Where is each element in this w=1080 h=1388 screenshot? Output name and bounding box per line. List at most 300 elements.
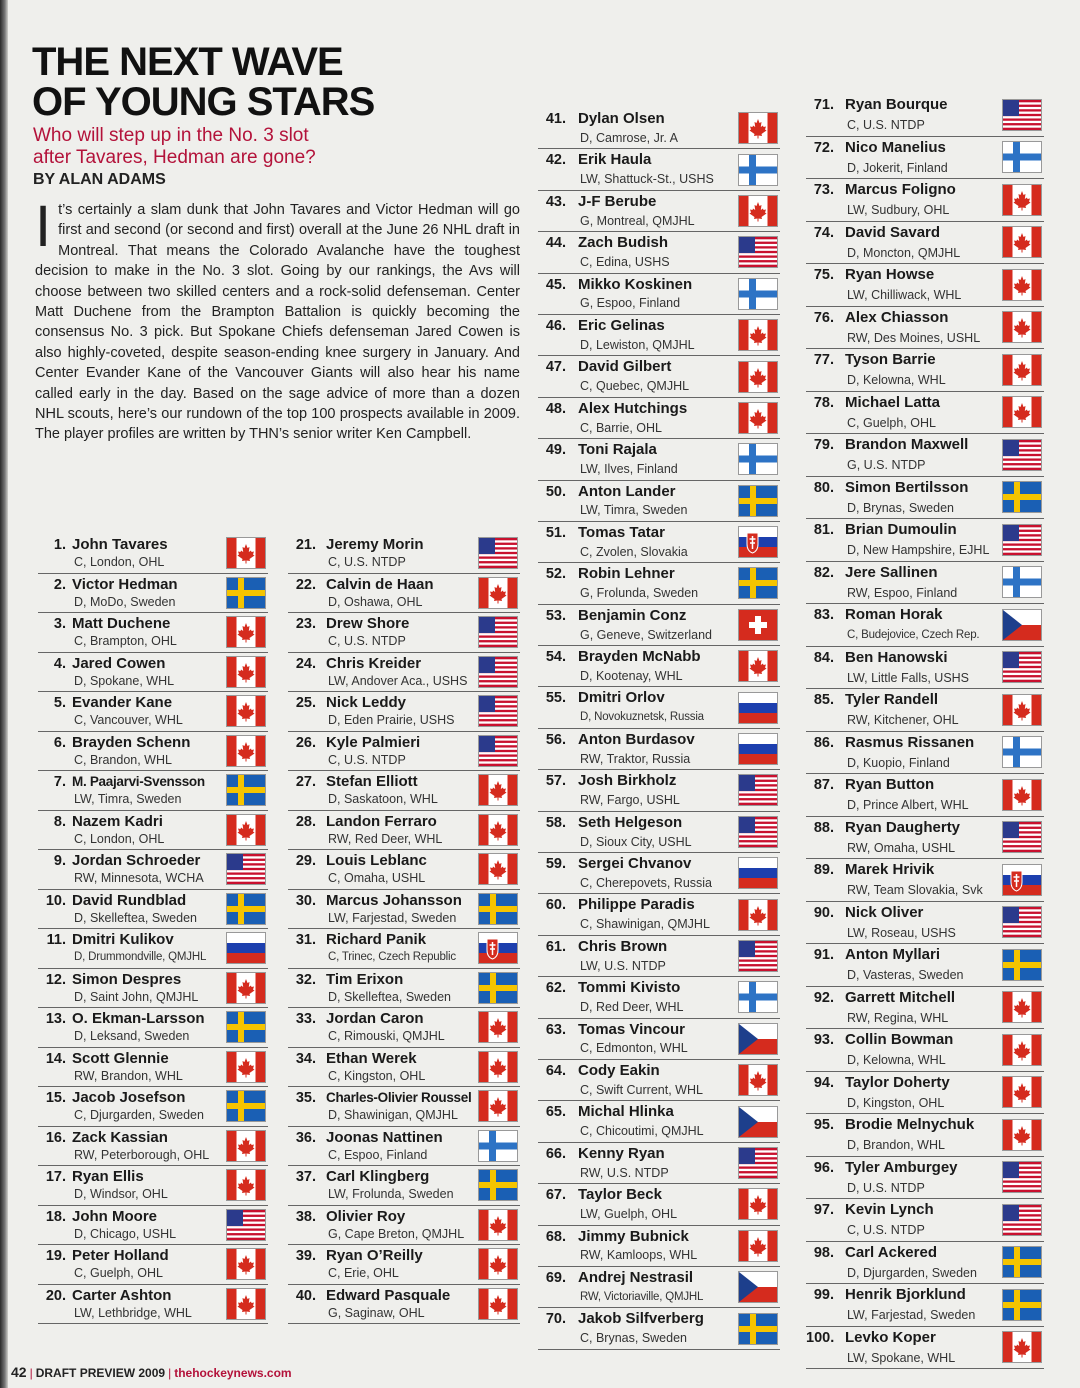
player-position-team: D, Brandon, WHL bbox=[847, 1138, 945, 1152]
ranking-entry bbox=[806, 1072, 1044, 1115]
usa-flag-icon bbox=[738, 1147, 778, 1179]
rank-number: 60. bbox=[545, 897, 566, 914]
player-name: Anton Burdasov bbox=[578, 730, 695, 748]
player-name: Dmitri Kulikov bbox=[72, 931, 174, 948]
rankings-column-4 bbox=[806, 94, 1044, 1369]
rank-number: 90. bbox=[813, 904, 834, 921]
canada-flag-icon bbox=[1002, 694, 1042, 726]
ranking-entry bbox=[538, 108, 780, 149]
canada-flag-icon bbox=[1002, 1119, 1042, 1151]
player-name: John Moore bbox=[72, 1207, 157, 1225]
player-name: Evander Kane bbox=[72, 694, 173, 711]
sweden-flag-icon bbox=[1002, 481, 1042, 513]
canada-flag-icon bbox=[738, 1230, 778, 1262]
ranking-entry bbox=[538, 522, 780, 563]
rank-number: 15. bbox=[45, 1090, 66, 1106]
ranking-entry bbox=[806, 137, 1044, 180]
ranking-entry bbox=[288, 1127, 520, 1167]
slovakia-flag-icon bbox=[478, 932, 518, 964]
canada-flag-icon bbox=[478, 1090, 518, 1122]
ranking-entry bbox=[538, 853, 780, 894]
drop-cap: I bbox=[35, 194, 52, 259]
player-position-team: G, Montreal, QMJHL bbox=[580, 213, 695, 228]
ranking-entry bbox=[538, 936, 780, 977]
sweden-flag-icon bbox=[1002, 1289, 1042, 1321]
player-name: Marek Hrivik bbox=[845, 861, 935, 878]
player-position-team: C, Omaha, USHL bbox=[328, 871, 426, 885]
player-position-team: D, New Hampshire, EJHL bbox=[847, 543, 990, 557]
rank-number: 76. bbox=[813, 309, 834, 326]
player-name: Seth Helgeson bbox=[578, 813, 683, 831]
player-name: Ryan Button bbox=[845, 776, 935, 793]
rank-number: 3. bbox=[53, 616, 66, 632]
player-position-team: C, Brampton, OHL bbox=[74, 634, 177, 648]
player-name: Nick Leddy bbox=[326, 694, 407, 711]
canada-flag-icon bbox=[738, 899, 778, 931]
rank-number: 85. bbox=[813, 692, 834, 708]
player-position-team: LW, Farjestad, Sweden bbox=[847, 1308, 976, 1322]
player-name: Jimmy Bubnick bbox=[578, 1227, 689, 1245]
czech-flag-icon bbox=[738, 1023, 778, 1055]
player-name: Marcus Foligno bbox=[845, 181, 956, 198]
player-name: Jakob Silfverberg bbox=[578, 1310, 704, 1328]
rank-number: 21. bbox=[295, 537, 316, 553]
canada-flag-icon bbox=[478, 1011, 518, 1043]
canada-flag-icon bbox=[738, 402, 778, 434]
player-position-team: D, Lewiston, QMJHL bbox=[580, 337, 695, 352]
finland-flag-icon bbox=[738, 154, 778, 186]
canada-flag-icon bbox=[738, 112, 778, 144]
canada-flag-icon bbox=[738, 195, 778, 227]
canada-flag-icon bbox=[226, 616, 266, 648]
player-name: Ryan Howse bbox=[845, 266, 935, 283]
sweden-flag-icon bbox=[1002, 949, 1042, 981]
canada-flag-icon bbox=[1002, 991, 1042, 1023]
ranking-entry bbox=[38, 890, 268, 930]
ranking-entry bbox=[288, 1087, 520, 1127]
rank-number: 1. bbox=[53, 537, 66, 553]
player-position-team: C, Budejovice, Czech Rep. bbox=[847, 629, 980, 641]
ranking-entry bbox=[806, 307, 1044, 350]
sweden-flag-icon bbox=[478, 1169, 518, 1201]
player-position-team: C, U.S. NTDP bbox=[847, 118, 925, 132]
player-name: Roman Horak bbox=[845, 606, 943, 623]
player-position-team: D, Skelleftea, Sweden bbox=[328, 989, 451, 1004]
finland-flag-icon bbox=[738, 278, 778, 310]
czech-flag-icon bbox=[1002, 609, 1042, 641]
deck: Who will step up in the No. 3 slot after Tavares, Hedman are gone? bbox=[33, 125, 316, 168]
player-name: David Savard bbox=[845, 223, 941, 241]
usa-flag-icon bbox=[478, 537, 518, 569]
ranking-entry bbox=[538, 1101, 780, 1142]
player-position-team: D, Jokerit, Finland bbox=[847, 160, 948, 175]
player-name: Peter Holland bbox=[72, 1247, 169, 1264]
canada-flag-icon bbox=[478, 577, 518, 609]
canada-flag-icon bbox=[226, 1169, 266, 1201]
rank-number: 59. bbox=[545, 856, 566, 873]
player-name: Ryan Ellis bbox=[72, 1168, 144, 1185]
sweden-flag-icon bbox=[226, 774, 266, 806]
article-body-text: t’s certainly a slam dunk that John Tavares and Victor Hedman will go first and second (or second and first) overall at the June 26 NHL draft in Montreal. That means the Colorado Avalanche have the toughest decision to make in the No. 3 slot. Going by our rankings, the Avs will choose between two skilled centers and a rock-solid defenseman. Center Matt Duchene from the Brampton Battalion is quickly becoming the consensus No. 3 pick. But Spokane Chiefs defenseman Jared Cowen is also highly-coveted, despite season-ending knee surgery in January. And Center Evander Kane of the Vancouver Giants will also hear his name called early in the day. Based on the sage advice of more than a dozen NHL scouts, here’s our rundown of the top 100 prospects available in 2009. The player profiles are written by THN’s senior writer Ken Campbell. bbox=[35, 202, 520, 443]
player-name: O. Ekman-Larsson bbox=[72, 1010, 205, 1027]
canada-flag-icon bbox=[1002, 396, 1042, 428]
player-position-team: C, Djurgarden, Sweden bbox=[74, 1108, 204, 1122]
ranking-entry bbox=[538, 481, 780, 522]
slovakia-flag-icon bbox=[738, 526, 778, 558]
rank-number: 62. bbox=[545, 980, 566, 997]
rank-number: 31. bbox=[295, 932, 316, 948]
rank-number: 24. bbox=[295, 655, 316, 672]
player-name: Kenny Ryan bbox=[578, 1144, 665, 1162]
usa-flag-icon bbox=[1002, 524, 1042, 556]
rank-number: 4. bbox=[53, 655, 66, 672]
player-position-team: RW, Des Moines, USHL bbox=[847, 330, 981, 345]
rank-number: 79. bbox=[813, 437, 834, 453]
usa-flag-icon bbox=[478, 695, 518, 727]
player-name: Brodie Melnychuk bbox=[845, 1116, 975, 1133]
player-name: Ryan Bourque bbox=[845, 96, 948, 113]
canada-flag-icon bbox=[226, 1288, 266, 1320]
rank-number: 77. bbox=[813, 352, 834, 368]
rank-number: 41. bbox=[545, 111, 566, 127]
rank-number: 89. bbox=[813, 862, 834, 878]
canada-flag-icon bbox=[226, 1051, 266, 1083]
rank-number: 91. bbox=[813, 947, 834, 963]
player-name: Anton Myllari bbox=[845, 946, 941, 963]
player-name: Simon Bertilsson bbox=[845, 478, 969, 496]
player-position-team: LW, Ilves, Finland bbox=[580, 462, 678, 477]
rank-number: 47. bbox=[545, 359, 566, 376]
ranking-entry bbox=[806, 859, 1044, 902]
player-position-team: D, Red Deer, WHL bbox=[580, 1000, 684, 1015]
ranking-entry bbox=[806, 264, 1044, 307]
player-name: John Tavares bbox=[72, 536, 168, 553]
sweden-flag-icon bbox=[738, 1313, 778, 1345]
player-name: Toni Rajala bbox=[578, 441, 657, 459]
ranking-entry bbox=[538, 605, 780, 646]
ranking-entry bbox=[538, 1184, 780, 1225]
ranking-entry bbox=[288, 929, 520, 969]
player-name: Brayden Schenn bbox=[72, 733, 191, 751]
usa-flag-icon bbox=[1002, 821, 1042, 853]
ranking-entry bbox=[38, 1166, 268, 1206]
player-name: Kyle Palmieri bbox=[326, 733, 421, 751]
rank-number: 22. bbox=[295, 576, 316, 593]
ranking-entry bbox=[38, 574, 268, 614]
player-name: Charles-Olivier Roussel bbox=[326, 1090, 472, 1105]
rank-number: 93. bbox=[813, 1032, 834, 1048]
canada-flag-icon bbox=[738, 361, 778, 393]
rank-number: 18. bbox=[45, 1208, 66, 1225]
sweden-flag-icon bbox=[738, 567, 778, 599]
rank-number: 67. bbox=[545, 1187, 566, 1204]
canada-flag-icon bbox=[226, 972, 266, 1004]
ranking-entry bbox=[806, 1114, 1044, 1157]
player-position-team: C, Vancouver, WHL bbox=[74, 713, 183, 727]
canada-flag-icon bbox=[738, 1188, 778, 1220]
player-name: Mikko Koskinen bbox=[578, 275, 693, 293]
player-name: Jacob Josefson bbox=[72, 1089, 186, 1106]
player-name: J-F Berube bbox=[578, 192, 657, 210]
footer-url: thehockeynews.com bbox=[174, 1366, 292, 1380]
ranking-entry bbox=[806, 987, 1044, 1030]
player-name: Tommi Kivisto bbox=[578, 979, 681, 997]
rank-number: 70. bbox=[545, 1311, 566, 1328]
ranking-entry bbox=[806, 179, 1044, 222]
player-position-team: LW, Farjestad, Sweden bbox=[328, 910, 457, 925]
rank-number: 71. bbox=[813, 97, 834, 113]
ranking-entry bbox=[806, 1157, 1044, 1200]
player-name: Brayden McNabb bbox=[578, 648, 701, 666]
player-name: Josh Birkholz bbox=[578, 772, 677, 790]
ranking-entry bbox=[538, 770, 780, 811]
canada-flag-icon bbox=[226, 735, 266, 767]
russia-flag-icon bbox=[226, 932, 266, 964]
player-position-team: D, Leksand, Sweden bbox=[74, 1029, 190, 1043]
player-name: Olivier Roy bbox=[326, 1207, 406, 1225]
ranking-entry bbox=[806, 689, 1044, 732]
player-name: Louis Leblanc bbox=[326, 852, 427, 869]
rank-number: 97. bbox=[813, 1202, 834, 1218]
rank-number: 37. bbox=[295, 1169, 316, 1185]
page-footer bbox=[11, 1364, 292, 1380]
player-position-team: LW, Roseau, USHS bbox=[847, 925, 956, 940]
rank-number: 88. bbox=[813, 819, 834, 836]
ranking-entry bbox=[538, 812, 780, 853]
player-position-team: LW, Guelph, OHL bbox=[580, 1207, 678, 1222]
player-position-team: D, Novokuznetsk, Russia bbox=[580, 711, 704, 724]
player-name: Zach Budish bbox=[578, 234, 669, 252]
rank-number: 68. bbox=[545, 1228, 566, 1245]
player-name: M. Paajarvi-Svensson bbox=[72, 774, 205, 789]
player-name: Jordan Caron bbox=[326, 1010, 424, 1027]
player-name: Edward Pasquale bbox=[326, 1286, 451, 1304]
sweden-flag-icon bbox=[226, 1090, 266, 1122]
rank-number: 98. bbox=[813, 1244, 834, 1261]
rank-number: 11. bbox=[46, 932, 66, 948]
ranking-entry bbox=[38, 1285, 268, 1325]
rank-number: 78. bbox=[813, 394, 834, 411]
player-position-team: LW, U.S. NTDP bbox=[580, 958, 666, 973]
czech-flag-icon bbox=[738, 1271, 778, 1303]
czech-flag-icon bbox=[738, 1106, 778, 1138]
usa-flag-icon bbox=[478, 735, 518, 767]
player-name: Victor Hedman bbox=[72, 575, 178, 593]
player-position-team: LW, Frolunda, Sweden bbox=[328, 1187, 454, 1201]
usa-flag-icon bbox=[478, 656, 518, 688]
headline-line-1: THE NEXT WAVE bbox=[32, 40, 343, 84]
canada-flag-icon bbox=[738, 1064, 778, 1096]
player-name: Tyler Amburgey bbox=[845, 1158, 958, 1176]
player-position-team: D, Skelleftea, Sweden bbox=[74, 910, 197, 925]
russia-flag-icon bbox=[738, 692, 778, 724]
finland-flag-icon bbox=[738, 981, 778, 1013]
ranking-entry bbox=[538, 1019, 780, 1060]
player-position-team: RW, Peterborough, OHL bbox=[74, 1147, 210, 1162]
player-name: Carl Klingberg bbox=[326, 1168, 430, 1185]
rank-number: 66. bbox=[545, 1145, 566, 1162]
player-position-team: RW, Team Slovakia, Svk bbox=[847, 883, 983, 897]
player-position-team: LW, Andover Aca., USHS bbox=[328, 673, 468, 688]
player-name: Joonas Nattinen bbox=[326, 1128, 443, 1146]
ranking-entry bbox=[38, 1245, 268, 1285]
rank-number: 63. bbox=[545, 1021, 566, 1038]
player-name: Matt Duchene bbox=[72, 615, 171, 632]
ranking-entry bbox=[38, 1048, 268, 1088]
player-position-team: C, Quebec, QMJHL bbox=[580, 379, 690, 394]
russia-flag-icon bbox=[738, 857, 778, 889]
ranking-entry bbox=[288, 811, 520, 851]
player-name: Tomas Tatar bbox=[578, 523, 665, 541]
player-name: Robin Lehner bbox=[578, 565, 675, 583]
player-name: David Gilbert bbox=[578, 358, 672, 376]
player-position-team: RW, Victoriaville, QMJHL bbox=[580, 1290, 704, 1303]
player-position-team: RW, Omaha, USHL bbox=[847, 840, 956, 855]
finland-flag-icon bbox=[1002, 141, 1042, 173]
player-position-team: D, MoDo, Sweden bbox=[74, 594, 176, 609]
rank-number: 53. bbox=[545, 607, 566, 624]
rank-number: 6. bbox=[53, 734, 66, 751]
sweden-flag-icon bbox=[1002, 1246, 1042, 1278]
footer-section: DRAFT PREVIEW 2009 bbox=[35, 1366, 166, 1380]
player-name: Tim Erixon bbox=[326, 970, 404, 988]
ranking-entry bbox=[538, 1060, 780, 1101]
sweden-flag-icon bbox=[478, 972, 518, 1004]
headline-line-2: OF YOUNG STARS bbox=[32, 80, 375, 124]
ranking-entry bbox=[806, 604, 1044, 647]
ranking-entry bbox=[538, 274, 780, 315]
rank-number: 40. bbox=[295, 1287, 316, 1304]
player-position-team: RW, Red Deer, WHL bbox=[328, 831, 443, 846]
ranking-entry bbox=[288, 850, 520, 890]
player-position-team: D, Spokane, WHL bbox=[74, 673, 175, 688]
rank-number: 30. bbox=[295, 892, 316, 909]
ranking-entry bbox=[806, 1029, 1044, 1072]
canada-flag-icon bbox=[1002, 779, 1042, 811]
ranking-entry bbox=[38, 692, 268, 732]
player-name: Jeremy Morin bbox=[326, 536, 424, 553]
player-position-team: C, Guelph, OHL bbox=[74, 1266, 163, 1280]
ranking-entry bbox=[806, 94, 1044, 137]
player-name: Richard Panik bbox=[326, 931, 427, 948]
rankings-column-1 bbox=[38, 534, 268, 1324]
player-name: Cody Eakin bbox=[578, 1061, 660, 1079]
player-name: Landon Ferraro bbox=[326, 812, 437, 830]
player-position-team: D, Kelowna, WHL bbox=[847, 1053, 946, 1067]
rank-number: 44. bbox=[545, 235, 566, 252]
rank-number: 39. bbox=[295, 1248, 316, 1264]
player-position-team: D, Camrose, Jr. A bbox=[580, 130, 678, 145]
canada-flag-icon bbox=[1002, 269, 1042, 301]
player-position-team: C, U.S. NTDP bbox=[328, 555, 406, 569]
rank-number: 13. bbox=[45, 1011, 66, 1027]
player-position-team: D, Oshawa, OHL bbox=[328, 594, 423, 609]
player-name: Taylor Doherty bbox=[845, 1073, 950, 1091]
player-name: Nick Oliver bbox=[845, 903, 924, 921]
player-name: Nico Manelius bbox=[845, 138, 946, 156]
player-name: Jere Sallinen bbox=[845, 563, 938, 581]
player-position-team: C, Rimouski, QMJHL bbox=[328, 1029, 445, 1043]
rank-number: 96. bbox=[813, 1159, 834, 1176]
player-name: Ryan O’Reilly bbox=[326, 1247, 423, 1264]
usa-flag-icon bbox=[1002, 1204, 1042, 1236]
rank-number: 69. bbox=[545, 1269, 566, 1286]
ranking-entry bbox=[538, 1267, 780, 1308]
player-name: Calvin de Haan bbox=[326, 575, 434, 593]
canada-flag-icon bbox=[1002, 1034, 1042, 1066]
page-number: 42 bbox=[11, 1364, 27, 1380]
rank-number: 36. bbox=[295, 1129, 316, 1146]
rank-number: 64. bbox=[545, 1062, 566, 1079]
ranking-entry bbox=[806, 1284, 1044, 1327]
player-name: Tyson Barrie bbox=[845, 351, 936, 368]
ranking-entry bbox=[806, 562, 1044, 605]
ranking-entry bbox=[806, 1327, 1044, 1370]
ranking-entry bbox=[806, 944, 1044, 987]
rank-number: 16. bbox=[45, 1129, 66, 1146]
ranking-entry bbox=[38, 929, 268, 969]
ranking-entry bbox=[288, 1206, 520, 1246]
player-name: Erik Haula bbox=[578, 151, 652, 169]
ranking-entry bbox=[38, 850, 268, 890]
ranking-entry bbox=[806, 817, 1044, 860]
player-position-team: C, Trinec, Czech Republic bbox=[328, 951, 456, 963]
player-position-team: C, U.S. NTDP bbox=[328, 634, 406, 648]
player-position-team: LW, Shattuck-St., USHS bbox=[580, 172, 714, 187]
player-name: Alex Hutchings bbox=[578, 399, 688, 417]
ranking-entry bbox=[538, 149, 780, 190]
player-name: Drew Shore bbox=[326, 615, 410, 632]
usa-flag-icon bbox=[226, 1209, 266, 1241]
player-position-team: C, Espoo, Finland bbox=[328, 1147, 428, 1162]
player-name: Andrej Nestrasil bbox=[578, 1268, 694, 1286]
ranking-entry bbox=[806, 1199, 1044, 1242]
rank-number: 87. bbox=[813, 777, 834, 793]
footer-separator: | bbox=[29, 1366, 33, 1380]
rank-number: 9. bbox=[53, 853, 66, 869]
player-name: Philippe Paradis bbox=[578, 896, 695, 914]
ranking-entry bbox=[538, 646, 780, 687]
usa-flag-icon bbox=[1002, 439, 1042, 471]
player-position-team: G, Geneve, Switzerland bbox=[580, 627, 713, 642]
byline: BY ALAN ADAMS bbox=[33, 171, 166, 188]
canada-flag-icon bbox=[226, 537, 266, 569]
ranking-entry bbox=[288, 653, 520, 693]
finland-flag-icon bbox=[1002, 566, 1042, 598]
ranking-entry bbox=[38, 771, 268, 811]
ranking-entry bbox=[288, 890, 520, 930]
rank-number: 27. bbox=[295, 774, 316, 790]
switzerland-flag-icon bbox=[738, 609, 778, 641]
ranking-entry bbox=[38, 1008, 268, 1048]
rank-number: 72. bbox=[813, 139, 834, 156]
ranking-entry bbox=[806, 434, 1044, 477]
canada-flag-icon bbox=[1002, 354, 1042, 386]
rank-number: 29. bbox=[295, 853, 316, 869]
player-name: Chris Kreider bbox=[326, 654, 422, 672]
player-position-team: C, London, OHL bbox=[74, 831, 165, 846]
player-position-team: D, Sioux City, USHL bbox=[580, 834, 692, 849]
sweden-flag-icon bbox=[226, 1011, 266, 1043]
canada-flag-icon bbox=[478, 1051, 518, 1083]
player-position-team: D, Prince Albert, WHL bbox=[847, 798, 969, 812]
player-position-team: RW, Brandon, WHL bbox=[74, 1068, 183, 1083]
player-position-team: RW, Fargo, USHL bbox=[580, 793, 680, 808]
usa-flag-icon bbox=[738, 940, 778, 972]
ranking-entry bbox=[38, 534, 268, 574]
ranking-entry bbox=[806, 222, 1044, 265]
rank-number: 94. bbox=[813, 1074, 834, 1091]
